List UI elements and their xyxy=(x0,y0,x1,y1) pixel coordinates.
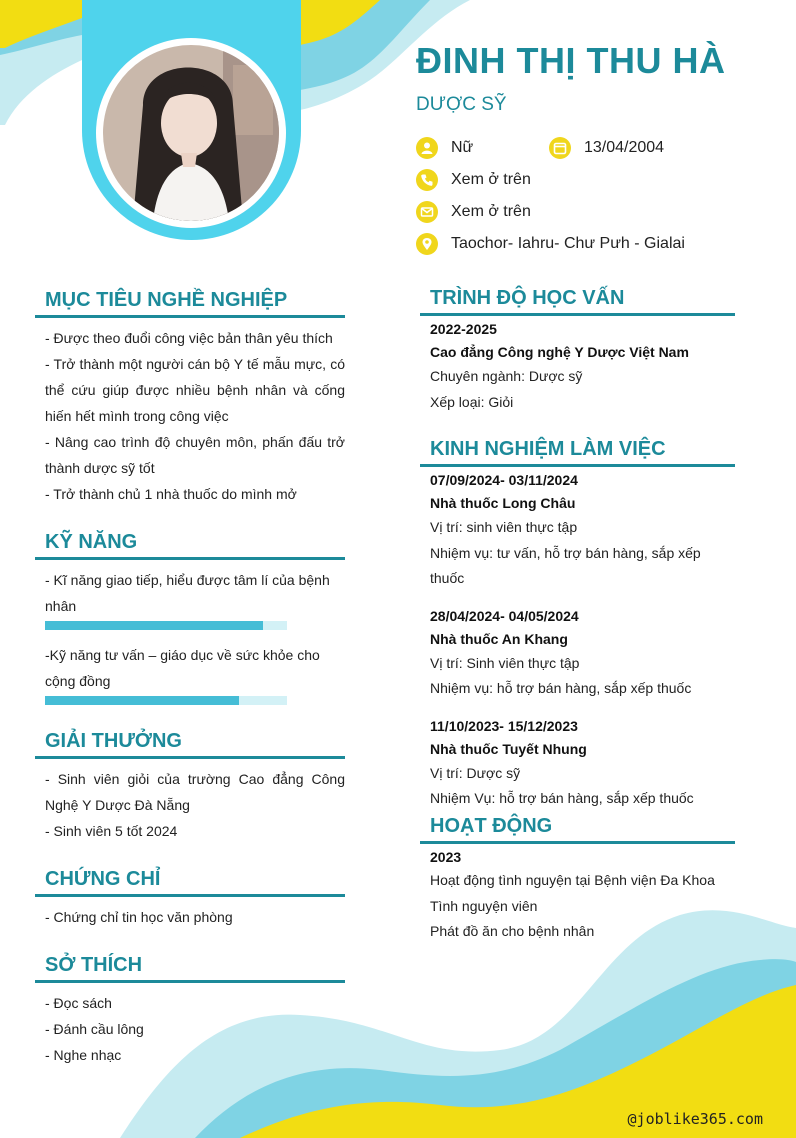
education-major: Chuyên ngành: Dược sỹ xyxy=(430,368,583,384)
certificates-title: CHỨNG CHỈ xyxy=(35,868,345,897)
experience-company: Nhà thuốc Tuyết Nhung xyxy=(430,740,587,757)
certificate-item: - Chứng chỉ tin học văn phòng xyxy=(45,909,233,925)
skill-bar xyxy=(45,696,287,705)
education-period: 2022-2025 xyxy=(430,321,497,337)
phone-value: Xem ở trên xyxy=(451,171,531,188)
awards-title: GIẢI THƯỞNG xyxy=(35,730,345,759)
watermark: @joblike365.com xyxy=(627,1110,763,1128)
profile-photo xyxy=(103,45,279,221)
calendar-icon xyxy=(549,137,571,159)
objective-list xyxy=(35,325,345,507)
activity-name: Hoạt động tình nguyện tại Bệnh viện Đa Khoa xyxy=(430,872,715,888)
experience-item xyxy=(430,469,735,592)
activity-role: Tình nguyện viên xyxy=(430,897,538,914)
activities-title: HOẠT ĐỘNG xyxy=(420,815,735,844)
phone-row xyxy=(416,169,531,191)
gender-value: Nữ xyxy=(451,139,474,156)
certificates-list xyxy=(35,904,345,930)
user-icon xyxy=(416,137,438,159)
objective-item: - Nâng cao trình độ chuyên môn, phấn đấu trở thành dược sỹ tốt xyxy=(45,434,345,476)
awards-list xyxy=(35,766,345,844)
email-value: Xem ở trên xyxy=(451,203,531,220)
award-item: - Sinh viên giỏi của trường Cao đẳng Công Nghệ Y Dược Đà Nẵng xyxy=(45,771,345,813)
activity-task: Phát đồ ăn cho bệnh nhân xyxy=(430,923,595,939)
experience-title: KINH NGHIỆM LÀM VIỆC xyxy=(420,438,735,467)
birthdate-row xyxy=(549,137,664,159)
certificates-section xyxy=(35,868,345,930)
experience-company: Nhà thuốc Long Châu xyxy=(430,495,576,511)
experience-item xyxy=(430,715,735,812)
phone-icon xyxy=(416,169,438,191)
birthdate-value: 13/04/2004 xyxy=(584,139,665,156)
email-row xyxy=(416,201,531,223)
education-section xyxy=(420,287,735,415)
skill-bar xyxy=(45,621,287,630)
activity-year: 2023 xyxy=(430,849,462,865)
activities-section xyxy=(420,815,735,945)
experience-duty: Nhiệm Vụ: hỗ trợ bán hàng, sắp xếp thuốc xyxy=(430,790,694,806)
experience-position: Vị trí: Dược sỹ xyxy=(430,764,521,781)
award-item: - Sinh viên 5 tốt 2024 xyxy=(45,823,178,839)
hobby-item: - Đánh cầu lông xyxy=(45,1021,144,1037)
objective-item: - Trở thành chủ 1 nhà thuốc do mình mở xyxy=(45,486,297,502)
experience-section xyxy=(420,438,735,812)
experience-list xyxy=(420,469,735,812)
skill-bar-fill xyxy=(45,621,263,630)
location-pin-icon xyxy=(416,233,438,255)
activities-body xyxy=(420,846,735,945)
experience-duty: Nhiệm vụ: hỗ trợ bán hàng, sắp xếp thuốc xyxy=(430,680,692,696)
skill-bar-fill xyxy=(45,696,239,705)
experience-period: 28/04/2024- 04/05/2024 xyxy=(430,607,579,624)
hobbies-list xyxy=(35,990,345,1068)
skill-label: -Kỹ năng tư vấn – giáo dục về sức khỏe cho cộng đồng xyxy=(45,647,320,689)
hobbies-title: SỞ THÍCH xyxy=(35,954,345,983)
mail-icon xyxy=(416,201,438,223)
skills-list xyxy=(35,567,345,705)
experience-period: 07/09/2024- 03/11/2024 xyxy=(430,472,578,488)
education-school: Cao đẳng Công nghệ Y Dược Việt Nam xyxy=(430,344,689,360)
skill-label: - Kĩ năng giao tiếp, hiểu được tâm lí của bệnh nhân xyxy=(45,572,330,614)
skills-section xyxy=(35,531,345,717)
hobby-item: - Nghe nhạc xyxy=(45,1047,122,1063)
experience-position: Vị trí: Sinh viên thực tập xyxy=(430,654,580,671)
education-grade: Xếp loại: Giỏi xyxy=(430,393,514,410)
hobbies-section xyxy=(35,954,345,1068)
objective-item: - Trở thành một người cán bộ Y tế mẫu mực, có thể cứu giúp được nhiều bệnh nhân và cống hiến hết mình trong công việc xyxy=(45,356,345,424)
education-title: TRÌNH ĐỘ HỌC VẤN xyxy=(420,287,735,316)
objective-section xyxy=(35,289,345,507)
hobby-item: - Đọc sách xyxy=(45,995,112,1011)
address-row xyxy=(416,233,685,255)
experience-position: Vị trí: sinh viên thực tập xyxy=(430,519,578,535)
gender-row xyxy=(416,137,473,159)
address-value: Taochor- Iahru- Chư Pưh - Gialai xyxy=(451,235,685,252)
experience-duty: Nhiệm vụ: tư vấn, hỗ trợ bán hàng, sắp xếp thuốc xyxy=(430,544,701,586)
awards-section xyxy=(35,730,345,844)
education-body xyxy=(420,318,735,415)
experience-item xyxy=(430,605,735,702)
skills-title: KỸ NĂNG xyxy=(35,531,345,560)
experience-company: Nhà thuốc An Khang xyxy=(430,630,568,647)
experience-period: 11/10/2023- 15/12/2023 xyxy=(430,717,578,734)
candidate-name: ĐINH THỊ THU HÀ xyxy=(416,40,726,81)
objective-title: MỤC TIÊU NGHỀ NGHIỆP xyxy=(35,289,345,318)
objective-item: - Được theo đuổi công việc bản thân yêu thích xyxy=(45,330,333,346)
candidate-role: DƯỢC SỸ xyxy=(416,94,507,115)
